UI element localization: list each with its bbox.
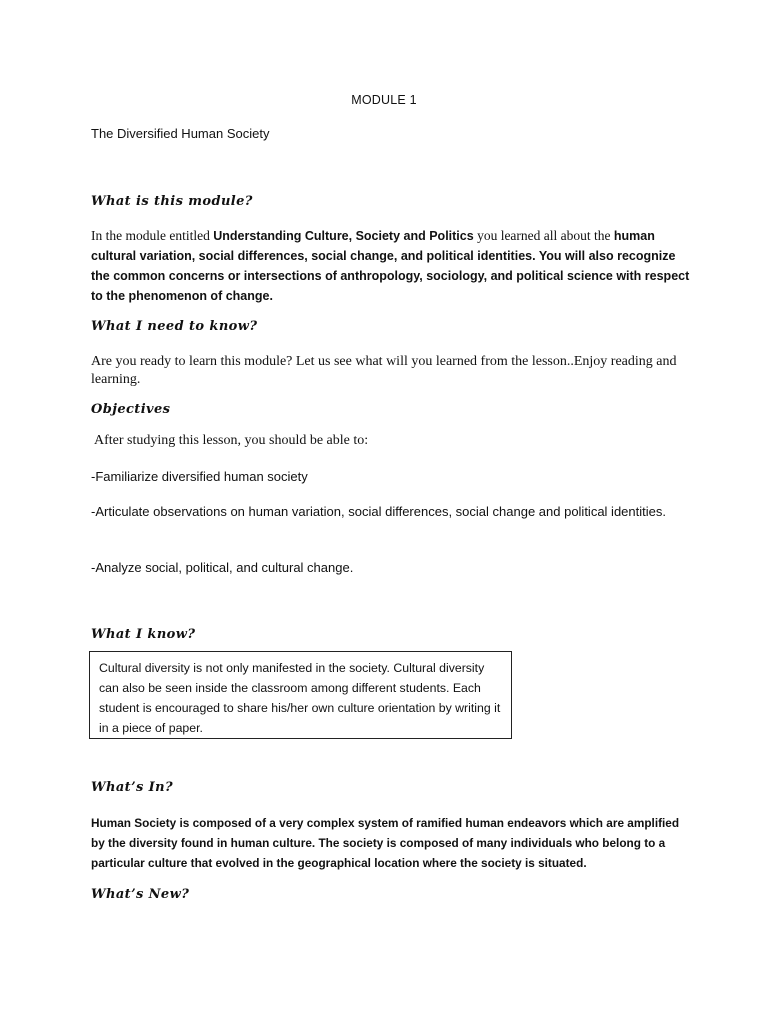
whats-in-paragraph: Human Society is composed of a very complex system of ramified human endeavors which are amplified by the diversity found in human culture. The society is composed of many individuals who belong to a particular culture that evolved in the geographical location where the society is situated. xyxy=(91,816,680,870)
module-title: MODULE 1 xyxy=(351,93,417,107)
document-subtitle: The Diversified Human Society xyxy=(91,126,270,141)
objective-item: -Articulate observations on human variation, social differences, social change and political identities. xyxy=(91,504,666,519)
topics-text: human cultural variation, social differences, social change, and political identities. xyxy=(91,229,655,263)
objective-item: -Analyze social, political, and cultural change. xyxy=(91,560,354,575)
course-title: Understanding Culture, Society and Politics xyxy=(213,229,474,243)
heading-whats-in: What’s In? xyxy=(91,780,173,795)
heading-what-is-this-module: What is this module? xyxy=(91,194,253,209)
heading-objectives: Objectives xyxy=(91,402,171,417)
recognize-text: You will also recognize the common concerns or intersections of anthropology, sociology, and political science with respect to the phenomenon of change. xyxy=(91,249,690,303)
activity-box: Cultural diversity is not only manifested in the society. Cultural diversity can also be seen inside the classroom among different students. Each student is encouraged to share his/her own culture orientation by writing it in a piece of paper. xyxy=(89,651,512,739)
objective-item: -Familiarize diversified human society xyxy=(91,469,308,484)
heading-what-i-need-to-know: What I need to know? xyxy=(91,319,258,334)
heading-what-i-know: What I know? xyxy=(91,627,196,642)
intro-text: In the module entitled xyxy=(91,228,214,243)
objectives-intro: After studying this lesson, you should be able to: xyxy=(94,433,369,448)
need-to-know-paragraph: Are you ready to learn this module? Let us see what will you learned from the lesson..Enjoy reading and learning. xyxy=(91,354,677,387)
module-description-paragraph xyxy=(91,226,691,306)
mid-text: you learned all about the xyxy=(473,228,614,243)
heading-whats-new: What’s New? xyxy=(91,887,190,902)
